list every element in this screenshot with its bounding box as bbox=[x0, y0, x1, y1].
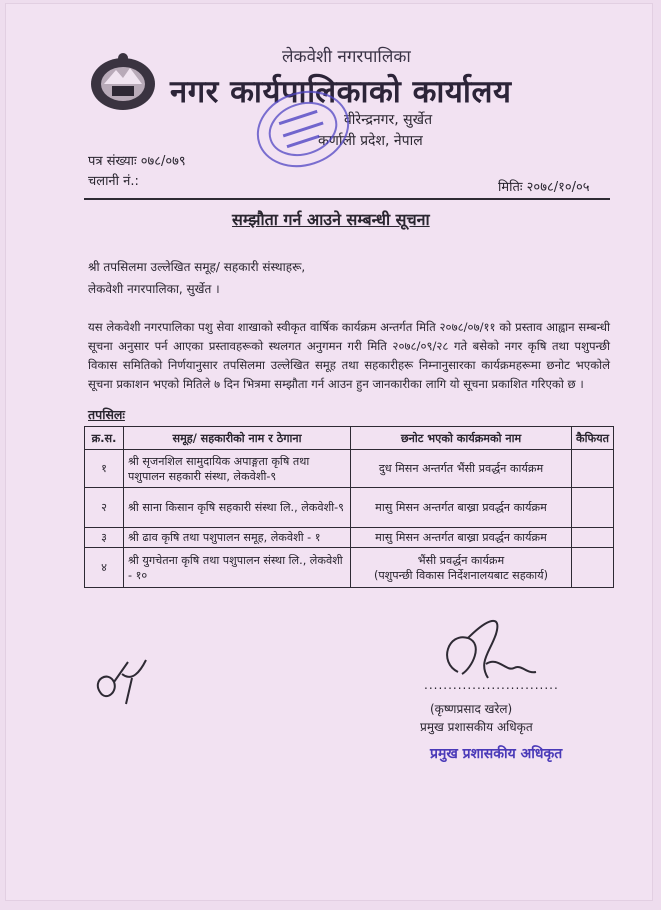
municipality-name: लेकवेशी नगरपालिका bbox=[282, 47, 411, 67]
row-name: श्री ढाव कृषि तथा पशुपालन समूह, लेकवेशी - १ bbox=[124, 528, 351, 548]
table-header-row bbox=[85, 427, 614, 450]
row-program bbox=[351, 548, 572, 588]
row-remarks bbox=[572, 548, 614, 588]
left-signature bbox=[88, 652, 158, 712]
dispatch-number: चलानी नं.: bbox=[88, 174, 139, 189]
row-name: श्री युगचेतना कृषि तथा पशुपालन संस्था लि., लेकवेशी - १० bbox=[124, 548, 351, 588]
address-line-1: वीरेन्द्रनगर, सुर्खेत bbox=[344, 112, 433, 128]
table-row bbox=[85, 548, 614, 588]
row-sn: १ bbox=[85, 450, 124, 488]
row-name: श्री सृजनशिल सामुदायिक अपाङ्गता कृषि तथा पशुपालन सहकारी संस्था, लेकवेशी-९ bbox=[124, 450, 351, 488]
title-stamp: प्रमुख प्रशासकीय अधिकृत bbox=[430, 746, 563, 762]
signer-name: (कृष्णप्रसाद खरेल) bbox=[430, 702, 513, 716]
office-title: नगर कार्यपालिकाको कार्यालय bbox=[170, 74, 512, 110]
notice-subject: सम्झौता गर्न आउने सम्बन्धी सूचना bbox=[232, 210, 430, 229]
selection-table bbox=[84, 426, 614, 588]
details-heading: तपसिलः bbox=[88, 407, 125, 422]
notice-body: यस लेकवेशी नगरपालिका पशु सेवा शाखाको स्वीकृत वार्षिक कार्यक्रम अन्तर्गत मिति २०७८/०७/११ को प्रस्ताव आह्वान सम्बन्धी सूचना अनुसार पर्न आएका प्रस्तावहरूको स्थलगत अनुगमन गरी मिति २०७८/०९/२८ गते बसेको नगर कृषि तथा पशुपन्छी विकास समितिको निर्णयानुसार तपसिलमा उल्लेखित समूह तथा सहकारीहरू निम्नानुसारका कार्यक्रमहरूमा छनोट भएकोले सूचना प्रकाशन भएको मितिले ७ दिन भित्रमा सम्झौता गर्न आउन हुन जानकारीका लागि यो सूचना प्रकाशित गरिएको छ । bbox=[88, 320, 610, 391]
table-row bbox=[85, 450, 614, 488]
row-program: मासु मिसन अन्तर्गत बाख्रा प्रवर्द्धन कार्यक्रम bbox=[351, 488, 572, 528]
document-date: मितिः २०७८/१०/०५ bbox=[498, 180, 590, 195]
table-row bbox=[85, 488, 614, 528]
col-header-name: समूह/ सहकारीको नाम र ठेगाना bbox=[124, 427, 351, 450]
row-sn: ३ bbox=[85, 528, 124, 548]
row-program: दुध मिसन अन्तर्गत भैंसी प्रवर्द्धन कार्यक्रम bbox=[351, 450, 572, 488]
col-header-program: छनोट भएको कार्यक्रमको नाम bbox=[351, 427, 572, 450]
row-remarks bbox=[572, 528, 614, 548]
signature-line: ............................ bbox=[424, 678, 559, 692]
row-program-main: भैंसी प्रवर्द्धन कार्यक्रम bbox=[417, 553, 505, 567]
col-header-remarks: कैफियत bbox=[572, 427, 614, 450]
addressee-line-1: श्री तपसिलमा उल्लेखित समूह/ सहकारी संस्थाहरू, bbox=[88, 260, 306, 274]
table-row bbox=[85, 528, 614, 548]
row-remarks bbox=[572, 488, 614, 528]
row-program-note: (पशुपन्छी विकास निर्देशनालयबाट सहकार्य) bbox=[373, 568, 549, 582]
col-header-sn: क्र.स. bbox=[85, 427, 124, 450]
row-name: श्री साना किसान कृषि सहकारी संस्था लि., लेकवेशी-९ bbox=[124, 488, 351, 528]
address-line-2: कर्णाली प्रदेश, नेपाल bbox=[318, 133, 423, 149]
header-divider bbox=[84, 198, 610, 200]
nepal-emblem-logo bbox=[88, 50, 158, 112]
letter-number: पत्र संख्याः ०७८/०७९ bbox=[88, 154, 186, 169]
official-round-seal bbox=[248, 86, 358, 172]
addressee-line-2: लेकवेशी नगरपालिका, सुर्खेत । bbox=[88, 282, 220, 296]
row-sn: २ bbox=[85, 488, 124, 528]
row-program: मासु मिसन अन्तर्गत बाख्रा प्रवर्द्धन कार्यक्रम bbox=[351, 528, 572, 548]
row-sn: ४ bbox=[85, 548, 124, 588]
signer-title: प्रमुख प्रशासकीय अधिकृत bbox=[420, 720, 533, 734]
row-remarks bbox=[572, 450, 614, 488]
